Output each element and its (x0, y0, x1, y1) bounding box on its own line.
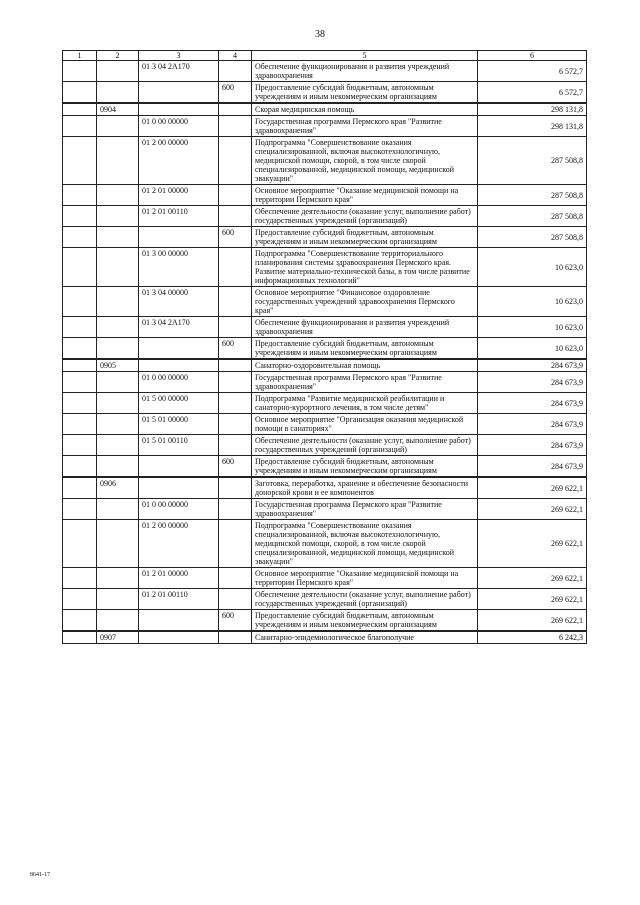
table-row (63, 568, 587, 589)
cell-c1 (63, 338, 97, 360)
cell-c5: Основное мероприятие "Финансовое оздоровление государственных учреждений здравоохранения Пермского края" (252, 287, 478, 317)
cell-c6: 10 623,0 (478, 338, 587, 360)
cell-c1 (63, 317, 97, 338)
table-row (63, 116, 587, 137)
cell-c2 (97, 499, 139, 520)
cell-c4 (219, 631, 252, 644)
footer-code: 8641-17 (30, 872, 50, 878)
cell-c4 (219, 435, 252, 456)
cell-c6: 284 673,9 (478, 359, 587, 372)
cell-c6: 269 622,1 (478, 610, 587, 632)
cell-c1 (63, 520, 97, 568)
cell-c3: 01 3 00 00000 (139, 248, 219, 287)
cell-c1 (63, 227, 97, 248)
cell-c3: 01 0 00 00000 (139, 372, 219, 393)
cell-c1 (63, 456, 97, 478)
cell-c6: 284 673,9 (478, 372, 587, 393)
cell-c4: 600 (219, 456, 252, 478)
cell-c2: 0907 (97, 631, 139, 644)
cell-c6: 269 622,1 (478, 589, 587, 610)
cell-c6: 6 572,7 (478, 82, 587, 104)
cell-c2 (97, 116, 139, 137)
cell-c5: Государственная программа Пермского края "Развитие здравоохранения" (252, 116, 478, 137)
cell-c3: 01 3 04 2A170 (139, 317, 219, 338)
cell-c6: 284 673,9 (478, 456, 587, 478)
cell-c4 (219, 568, 252, 589)
cell-c3: 01 2 01 00110 (139, 589, 219, 610)
cell-c2 (97, 456, 139, 478)
cell-c5: Предоставление субсидий бюджетным, автономным учреждениям и иным некоммерческим организациям (252, 456, 478, 478)
cell-c1 (63, 631, 97, 644)
cell-c2 (97, 227, 139, 248)
column-header: 2 (97, 51, 139, 61)
cell-c3: 01 3 04 2A170 (139, 61, 219, 82)
cell-c5: Обеспечение функционирования и развития учреждений здравоохранения (252, 317, 478, 338)
cell-c3: 01 2 01 00110 (139, 206, 219, 227)
cell-c5: Подпрограмма "Совершенствование территориального планирования системы здравоохранения Пермского края. Развитие материально-технической базы, в том числе развитие информационных технологий" (252, 248, 478, 287)
cell-c3: 01 0 00 00000 (139, 499, 219, 520)
table-row (63, 206, 587, 227)
table-row (63, 137, 587, 185)
cell-c3 (139, 82, 219, 104)
cell-c5: Скорая медицинская помощь (252, 103, 478, 116)
cell-c1 (63, 499, 97, 520)
cell-c1 (63, 477, 97, 499)
cell-c4: 600 (219, 227, 252, 248)
cell-c5: Подпрограмма "Совершенствование оказания специализированной, включая высокотехнологичную, медицинской помощи, скорой, в том числе скорой специализированной, медицинской помощи, медицинской эвакуации" (252, 137, 478, 185)
cell-c5: Санитарно-эпидемиологическое благополучие (252, 631, 478, 644)
budget-table (62, 50, 587, 644)
cell-c2 (97, 287, 139, 317)
column-header: 6 (478, 51, 587, 61)
cell-c4: 600 (219, 82, 252, 104)
cell-c2 (97, 414, 139, 435)
cell-c5: Обеспечение деятельности (оказание услуг, выполнение работ) государственных учреждений (организаций) (252, 589, 478, 610)
cell-c1 (63, 610, 97, 632)
cell-c2: 0905 (97, 359, 139, 372)
cell-c5: Основное мероприятие "Организация оказания медицинской помощи в санаториях" (252, 414, 478, 435)
table-row (63, 248, 587, 287)
table-row (63, 393, 587, 414)
cell-c2 (97, 82, 139, 104)
cell-c6: 10 623,0 (478, 248, 587, 287)
cell-c4: 600 (219, 338, 252, 360)
cell-c6: 10 623,0 (478, 287, 587, 317)
cell-c2 (97, 589, 139, 610)
cell-c1 (63, 103, 97, 116)
cell-c2 (97, 338, 139, 360)
cell-c2 (97, 61, 139, 82)
cell-c1 (63, 393, 97, 414)
table-row (63, 61, 587, 82)
cell-c6: 6 572,7 (478, 61, 587, 82)
cell-c5: Основное мероприятие "Оказание медицинской помощи на территории Пермского края" (252, 185, 478, 206)
cell-c1 (63, 206, 97, 227)
column-header: 5 (252, 51, 478, 61)
table-row (63, 338, 587, 360)
table-row (63, 103, 587, 116)
cell-c3 (139, 227, 219, 248)
cell-c1 (63, 287, 97, 317)
cell-c6: 10 623,0 (478, 317, 587, 338)
cell-c1 (63, 248, 97, 287)
cell-c6: 6 242,3 (478, 631, 587, 644)
table-row (63, 589, 587, 610)
cell-c4 (219, 520, 252, 568)
cell-c4 (219, 248, 252, 287)
cell-c3 (139, 631, 219, 644)
cell-c6: 287 508,8 (478, 227, 587, 248)
cell-c2 (97, 520, 139, 568)
table-row (63, 227, 587, 248)
table-row (63, 82, 587, 104)
cell-c4 (219, 477, 252, 499)
cell-c4 (219, 393, 252, 414)
cell-c3 (139, 477, 219, 499)
cell-c3: 01 3 04 00000 (139, 287, 219, 317)
cell-c1 (63, 137, 97, 185)
cell-c4 (219, 589, 252, 610)
cell-c2 (97, 568, 139, 589)
table-row (63, 477, 587, 499)
cell-c2 (97, 185, 139, 206)
table-row (63, 287, 587, 317)
cell-c3: 01 2 00 00000 (139, 520, 219, 568)
cell-c1 (63, 82, 97, 104)
table-row (63, 520, 587, 568)
cell-c6: 287 508,8 (478, 185, 587, 206)
column-header: 3 (139, 51, 219, 61)
table-row (63, 456, 587, 478)
cell-c2 (97, 248, 139, 287)
table-row (63, 372, 587, 393)
cell-c6: 284 673,9 (478, 435, 587, 456)
table-row (63, 185, 587, 206)
cell-c2 (97, 610, 139, 632)
cell-c5: Санаторно-оздоровительная помощь (252, 359, 478, 372)
cell-c1 (63, 568, 97, 589)
cell-c3: 01 5 00 00000 (139, 393, 219, 414)
cell-c2 (97, 206, 139, 227)
cell-c5: Предоставление субсидий бюджетным, автономным учреждениям и иным некоммерческим организациям (252, 227, 478, 248)
column-header: 4 (219, 51, 252, 61)
cell-c6: 269 622,1 (478, 568, 587, 589)
cell-c3 (139, 338, 219, 360)
cell-c3: 01 2 00 00000 (139, 137, 219, 185)
cell-c5: Заготовка, переработка, хранение и обеспечение безопасности донорской крови и ее компонентов (252, 477, 478, 499)
table-header-row (63, 51, 587, 61)
cell-c4 (219, 317, 252, 338)
cell-c1 (63, 61, 97, 82)
cell-c3: 01 5 01 00110 (139, 435, 219, 456)
table-row (63, 359, 587, 372)
cell-c4 (219, 359, 252, 372)
cell-c4 (219, 287, 252, 317)
cell-c5: Подпрограмма "Развитие медицинской реабилитации и санаторно-курортного лечения, в том числе детям" (252, 393, 478, 414)
column-header: 1 (63, 51, 97, 61)
cell-c4 (219, 499, 252, 520)
cell-c6: 287 508,8 (478, 206, 587, 227)
cell-c5: Государственная программа Пермского края "Развитие здравоохранения" (252, 372, 478, 393)
table-row (63, 414, 587, 435)
cell-c4 (219, 185, 252, 206)
cell-c4: 600 (219, 610, 252, 632)
cell-c2 (97, 393, 139, 414)
cell-c4 (219, 414, 252, 435)
cell-c1 (63, 185, 97, 206)
cell-c2: 0906 (97, 477, 139, 499)
cell-c2 (97, 317, 139, 338)
cell-c1 (63, 116, 97, 137)
cell-c3 (139, 103, 219, 116)
cell-c4 (219, 103, 252, 116)
cell-c3 (139, 610, 219, 632)
cell-c2 (97, 372, 139, 393)
cell-c3: 01 2 01 00000 (139, 568, 219, 589)
cell-c2 (97, 435, 139, 456)
table-row (63, 499, 587, 520)
cell-c5: Обеспечение деятельности (оказание услуг, выполнение работ) государственных учреждений (организаций) (252, 206, 478, 227)
cell-c5: Предоставление субсидий бюджетным, автономным учреждениям и иным некоммерческим организациям (252, 82, 478, 104)
cell-c3: 01 5 01 00000 (139, 414, 219, 435)
cell-c6: 269 622,1 (478, 520, 587, 568)
cell-c6: 269 622,1 (478, 499, 587, 520)
cell-c6: 284 673,9 (478, 414, 587, 435)
table-row (63, 631, 587, 644)
cell-c5: Государственная программа Пермского края "Развитие здравоохранения" (252, 499, 478, 520)
cell-c5: Обеспечение деятельности (оказание услуг, выполнение работ) государственных учреждений (организаций) (252, 435, 478, 456)
cell-c3: 01 2 01 00000 (139, 185, 219, 206)
cell-c3 (139, 359, 219, 372)
cell-c5: Предоставление субсидий бюджетным, автономным учреждениям и иным некоммерческим организациям (252, 610, 478, 632)
cell-c5: Обеспечение функционирования и развития учреждений здравоохранения (252, 61, 478, 82)
cell-c1 (63, 414, 97, 435)
cell-c6: 298 131,8 (478, 116, 587, 137)
cell-c3 (139, 456, 219, 478)
cell-c4 (219, 61, 252, 82)
table-row (63, 317, 587, 338)
cell-c1 (63, 372, 97, 393)
cell-c4 (219, 137, 252, 185)
cell-c6: 284 673,9 (478, 393, 587, 414)
page-number: 38 (315, 29, 325, 40)
cell-c5: Основное мероприятие "Оказание медицинской помощи на территории Пермского края" (252, 568, 478, 589)
cell-c1 (63, 359, 97, 372)
cell-c1 (63, 589, 97, 610)
cell-c6: 298 131,8 (478, 103, 587, 116)
cell-c4 (219, 116, 252, 137)
cell-c2 (97, 137, 139, 185)
cell-c3: 01 0 00 00000 (139, 116, 219, 137)
table-row (63, 435, 587, 456)
cell-c4 (219, 372, 252, 393)
table-row (63, 610, 587, 632)
cell-c1 (63, 435, 97, 456)
cell-c5: Предоставление субсидий бюджетным, автономным учреждениям и иным некоммерческим организациям (252, 338, 478, 360)
cell-c5: Подпрограмма "Совершенствование оказания специализированной, включая высокотехнологичную, медицинской помощи, скорой, в том числе скорой специализированной, медицинской помощи, медицинской эвакуации" (252, 520, 478, 568)
cell-c6: 269 622,1 (478, 477, 587, 499)
cell-c6: 287 508,8 (478, 137, 587, 185)
cell-c4 (219, 206, 252, 227)
cell-c2: 0904 (97, 103, 139, 116)
